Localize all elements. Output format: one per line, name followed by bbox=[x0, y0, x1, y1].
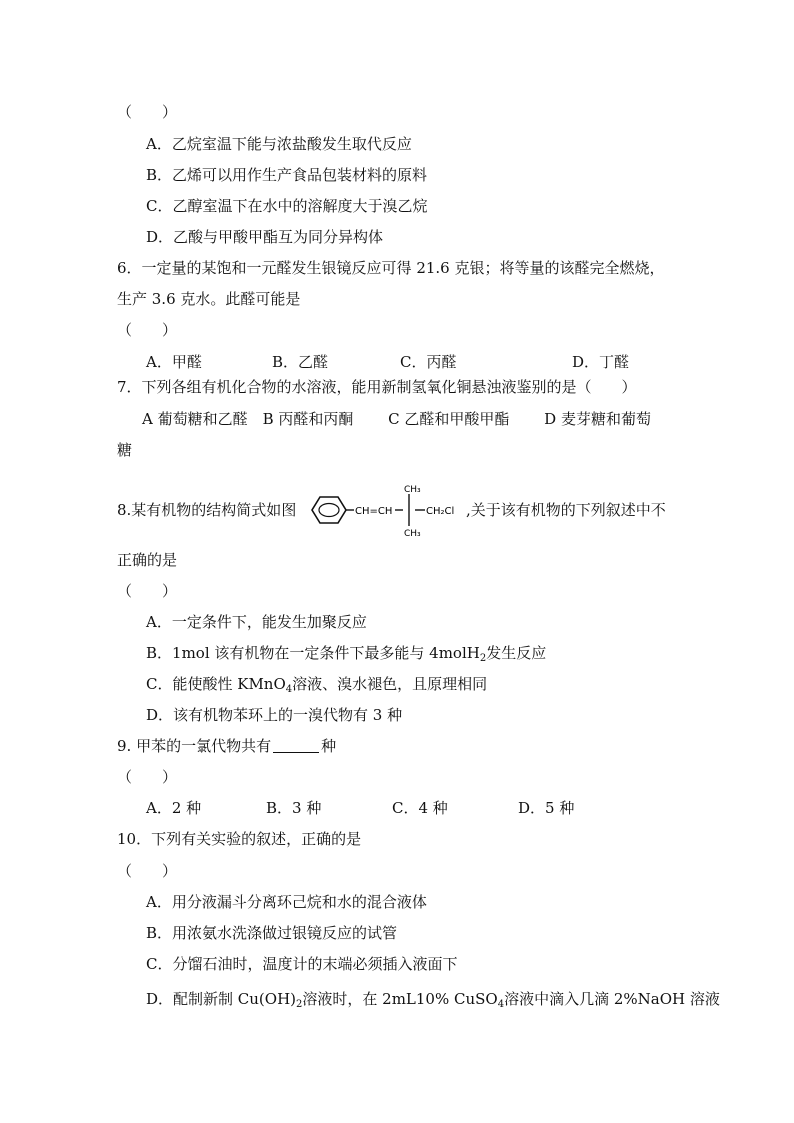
q9-option-b: B．3 种 bbox=[266, 799, 322, 817]
q8-option-c: C．能使酸性 KMnO$_4$溶液、溴水褪色，且原理相同 bbox=[146, 675, 488, 695]
answer-paren: （ ） bbox=[117, 768, 178, 786]
q7-options-wrap: 糖 bbox=[117, 441, 133, 459]
q9-stem: 9. 甲苯的一氯代物共有 种 bbox=[117, 737, 337, 755]
q7-options: A 葡萄糖和乙醛 B 丙醛和丙酮 C 乙醛和甲酸甲酯 D 麦芽糖和葡萄 bbox=[142, 410, 651, 428]
answer-paren: （ ） bbox=[117, 321, 178, 339]
q8-option-a: A．一定条件下，能发生加聚反应 bbox=[146, 613, 367, 631]
q6-option-c: C．丙醛 bbox=[400, 353, 457, 371]
benzene-inner-circle bbox=[319, 504, 339, 517]
answer-paren: （ ） bbox=[117, 862, 178, 880]
q10-stem: 10．下列有关实验的叙述，正确的是 bbox=[117, 830, 362, 848]
answer-paren: （ ） bbox=[117, 582, 178, 600]
q10-option-d: D．配制新制 $Cu(OH)_2$溶液时，在 2mL10% CuSO$_4$溶液中滴入几滴 2%NaOH 溶液 bbox=[146, 990, 720, 1010]
q6-option-a: A．甲醛 bbox=[146, 353, 202, 371]
q8-option-b: B．1mol 该有机物在一定条件下最多能与 4molH$_2$发生反应 bbox=[146, 644, 547, 664]
q7-stem: 7．下列各组有机化合物的水溶液，能用新制氢氧化铜悬浊液鉴别的是（ ） bbox=[117, 378, 637, 396]
q9-option-c: C．4 种 bbox=[392, 799, 448, 817]
q6-stem-line1: 6．一定量的某饱和一元醛发生银镜反应可得 21.6 克银；将等量的该醛完全燃烧， bbox=[117, 259, 665, 277]
q9-option-d: D．5 种 bbox=[518, 799, 575, 817]
methyl-bottom: CH₃ bbox=[404, 529, 421, 538]
q10-option-c: C．分馏石油时，温度计的末端必须插入液面下 bbox=[146, 955, 458, 973]
q5-option-a: A．乙烷室温下能与浓盐酸发生取代反应 bbox=[146, 135, 412, 153]
fill-blank bbox=[273, 737, 319, 753]
q8-stem-line2: 正确的是 bbox=[117, 551, 178, 569]
structural-formula-diagram bbox=[306, 482, 466, 538]
q6-option-d: D．丁醛 bbox=[572, 353, 630, 371]
q8-option-d: D．该有机物苯环上的一溴代物有 3 种 bbox=[146, 706, 403, 724]
chain-label: CH=CH bbox=[355, 506, 393, 517]
q10-option-a: A．用分液漏斗分离环己烷和水的混合液体 bbox=[146, 893, 427, 911]
q8-stem-after: ,关于该有机物的下列叙述中不 bbox=[466, 501, 666, 519]
chloromethyl-label: CH₂Cl bbox=[426, 506, 455, 517]
q10-option-b: B．用浓氨水洗涤做过银镜反应的试管 bbox=[146, 924, 398, 942]
q9-option-a: A．2 种 bbox=[146, 799, 202, 817]
q6-option-b: B．乙醛 bbox=[272, 353, 329, 371]
benzene-ring bbox=[312, 497, 346, 523]
q5-option-b: B．乙烯可以用作生产食品包装材料的原料 bbox=[146, 166, 428, 184]
q6-stem-line2: 生产 3.6 克水。此醛可能是 bbox=[117, 290, 301, 308]
q5-option-d: D．乙酸与甲酸甲酯互为同分异构体 bbox=[146, 228, 384, 246]
q8-stem-before: 8.某有机物的结构简式如图 bbox=[117, 501, 297, 519]
answer-paren: （ ） bbox=[117, 103, 178, 121]
q5-option-c: C．乙醇室温下在水中的溶解度大于溴乙烷 bbox=[146, 197, 428, 215]
methyl-top: CH₃ bbox=[404, 485, 421, 495]
